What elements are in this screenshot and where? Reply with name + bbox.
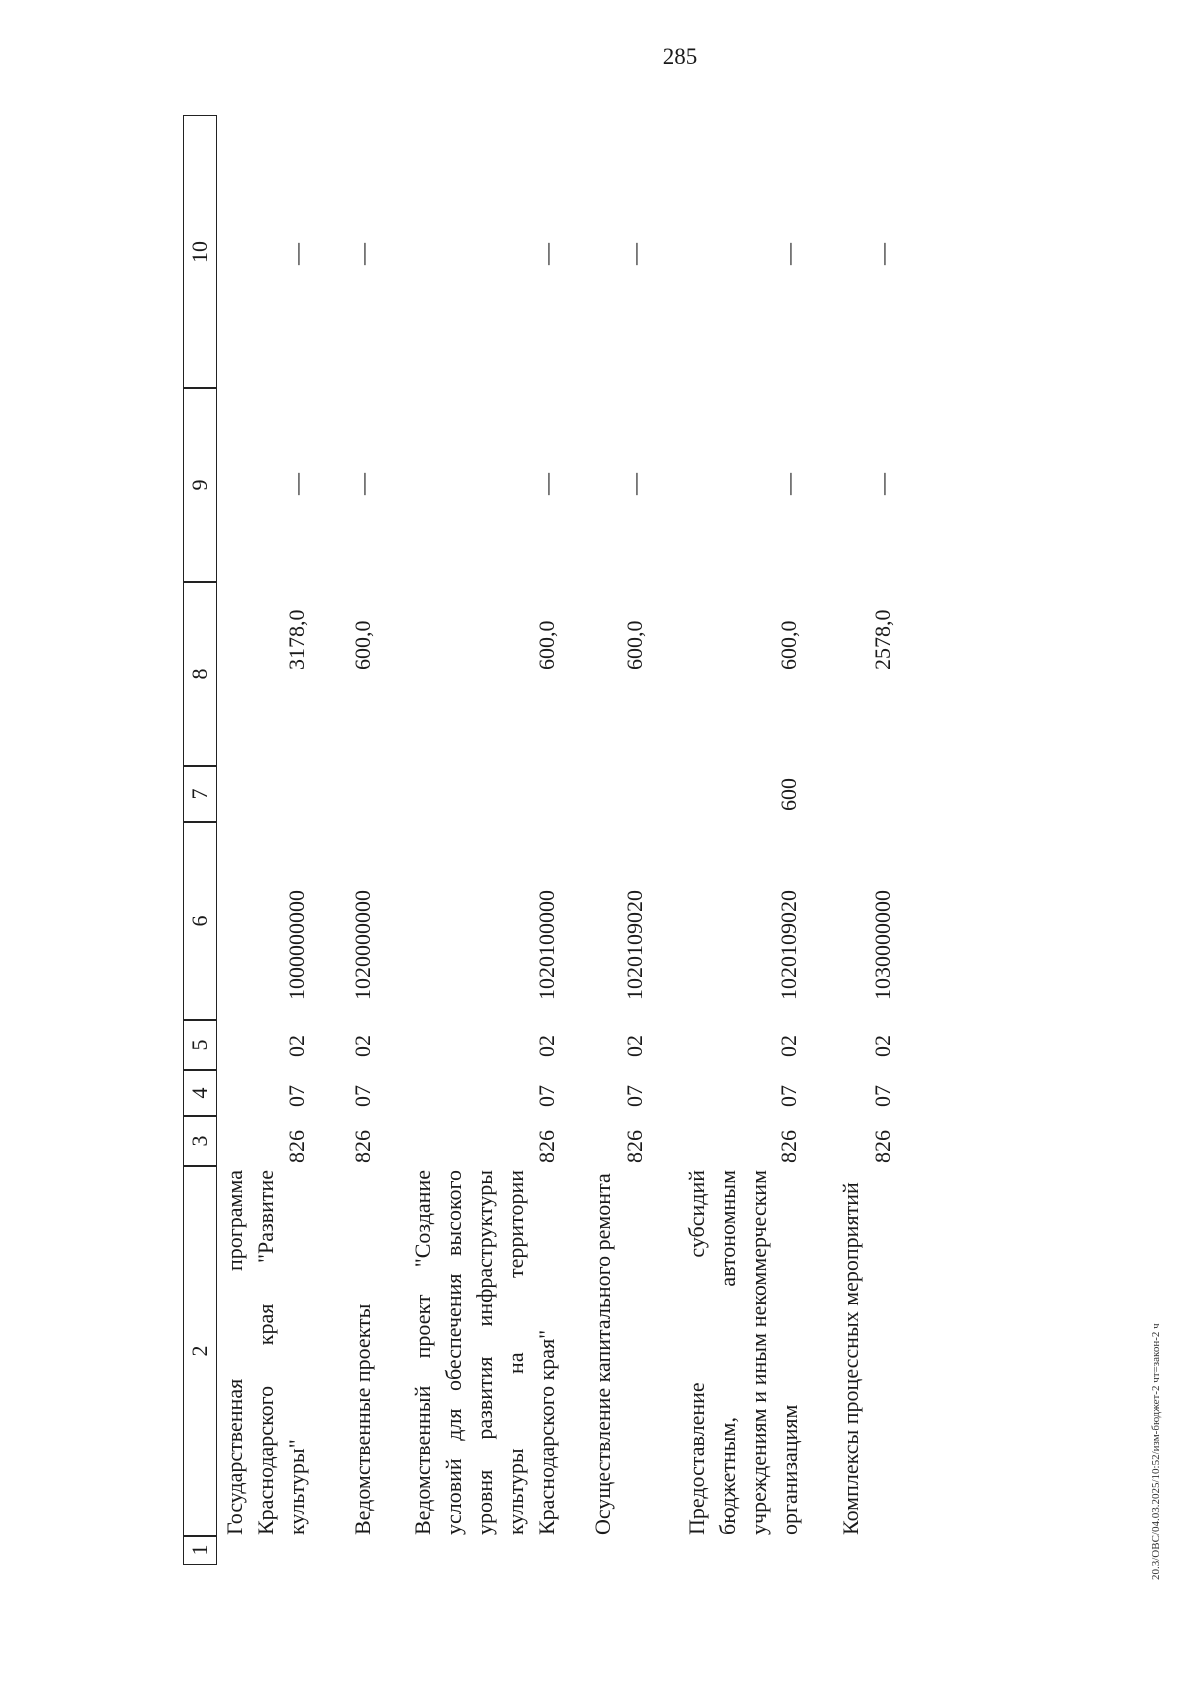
column-header-8: 8 (183, 581, 217, 767)
cell-col8: 600,0 (776, 620, 801, 670)
column-header-6: 6 (183, 821, 217, 1021)
cell-col3: 826 (870, 1130, 895, 1163)
table-row (325, 115, 395, 1565)
column-header-2: 2 (183, 1165, 217, 1537)
column-header-4: 4 (183, 1069, 217, 1117)
cell-col5: 02 (870, 1035, 895, 1057)
cell-col5: 02 (622, 1035, 647, 1057)
cell-col9: — (870, 473, 895, 495)
row-name: Государственная программа Краснодарского края "Развитие культуры" (222, 1170, 309, 1535)
cell-col3: 826 (622, 1130, 647, 1163)
row-name: Осуществление капитального ремонта (590, 1173, 615, 1535)
cell-col10: — (622, 243, 647, 265)
cell-col5: 02 (284, 1035, 309, 1057)
cell-col3: 826 (776, 1130, 801, 1163)
row-name: Предоставление субсидий бюджетным, автономным учреждениям и иным некоммерческим организациям (684, 1170, 802, 1535)
cell-col6: 1000000000 (284, 890, 309, 1000)
cell-col3: 826 (350, 1130, 375, 1163)
column-header-1: 1 (183, 1535, 217, 1565)
rotated-table-wrapper (183, 115, 1013, 1565)
cell-col9: — (622, 473, 647, 495)
cell-col9: — (534, 473, 559, 495)
column-header-3: 3 (183, 1115, 217, 1167)
row-name: Ведомственный проект "Создание условий для обеспечения высокого уровня развития инфраструктуры культуры на территории Краснодарского края" (410, 1170, 559, 1535)
cell-col5: 02 (534, 1035, 559, 1057)
cell-col10: — (776, 243, 801, 265)
cell-col8: 2578,0 (870, 609, 895, 670)
cell-col7: 600 (776, 778, 801, 811)
page-number: 285 (662, 44, 698, 69)
cell-col6: 1020000000 (350, 890, 375, 1000)
cell-col5: 02 (350, 1035, 375, 1057)
cell-col6: 1020100000 (534, 890, 559, 1000)
cell-col10: — (534, 243, 559, 265)
cell-col4: 07 (776, 1085, 801, 1107)
table-row (681, 115, 811, 1565)
cell-col4: 07 (350, 1085, 375, 1107)
cell-col9: — (350, 473, 375, 495)
budget-table (183, 115, 1013, 1565)
cell-col8: 600,0 (350, 620, 375, 670)
cell-col8: 600,0 (534, 620, 559, 670)
cell-col10: — (350, 243, 375, 265)
row-name: Ведомственные проекты (350, 1303, 375, 1535)
column-header-7: 7 (183, 765, 217, 823)
cell-col10: — (870, 243, 895, 265)
column-header-9: 9 (183, 387, 217, 583)
cell-col6: 1030000000 (870, 890, 895, 1000)
row-name: Комплексы процессных мероприятий (838, 1182, 863, 1535)
column-header-10: 10 (183, 115, 217, 389)
cell-col4: 07 (284, 1085, 309, 1107)
column-header-5: 5 (183, 1019, 217, 1071)
cell-col5: 02 (776, 1035, 801, 1057)
table-row (587, 115, 657, 1565)
cell-col4: 07 (870, 1085, 895, 1107)
cell-col8: 600,0 (622, 620, 647, 670)
cell-col10: — (284, 243, 309, 265)
cell-col6: 1020109020 (622, 890, 647, 1000)
table-row (407, 115, 567, 1565)
cell-col4: 07 (534, 1085, 559, 1107)
cell-col8: 3178,0 (284, 609, 309, 670)
table-row (219, 115, 319, 1565)
cell-col6: 1020109020 (776, 890, 801, 1000)
cell-col4: 07 (622, 1085, 647, 1107)
cell-col3: 826 (284, 1130, 309, 1163)
footer-stamp: 20.3/OBC/04.03.2025/10:52/изм-бюджет-2 чт=закон-2 ч (1150, 1323, 1162, 1580)
cell-col9: — (776, 473, 801, 495)
table-row (835, 115, 905, 1565)
cell-col3: 826 (534, 1130, 559, 1163)
cell-col9: — (284, 473, 309, 495)
